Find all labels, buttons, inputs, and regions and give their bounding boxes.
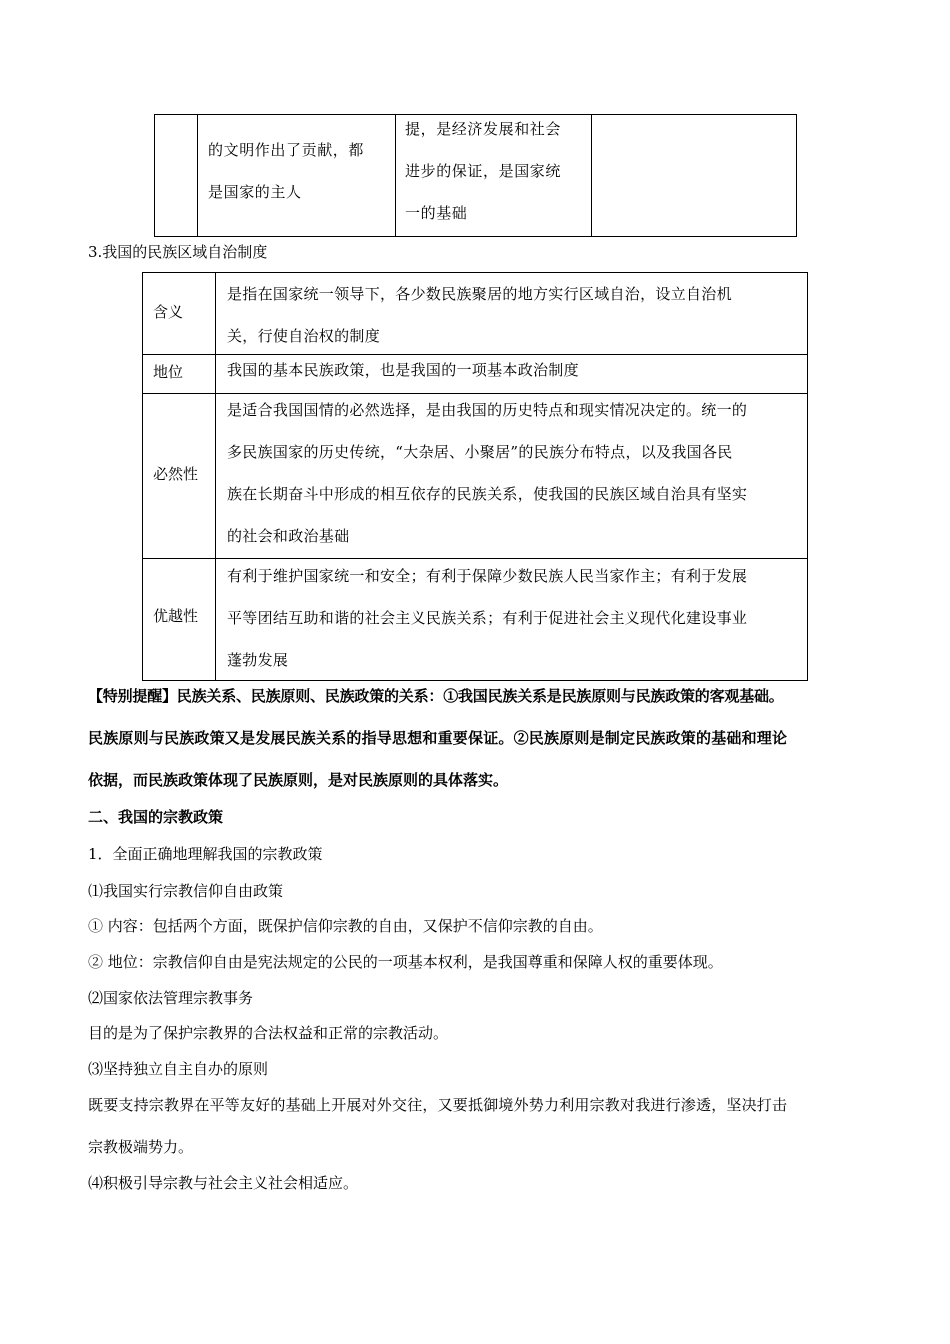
row-content (227, 273, 802, 357)
content-line: 多民族国家的历史传统，“大杂居、小聚居”的民族分布特点，以及我国各民 (227, 443, 733, 461)
continuation-table (154, 114, 797, 237)
row-content (227, 555, 802, 681)
section-title: 3.我国的民族区域自治制度 (88, 243, 268, 261)
reminder-line: 民族原则与民族政策又是发展民族关系的指导思想和重要保证。②民族原则是制定民族政策的基础和理论 (88, 729, 788, 747)
reminder-line: 依据，而民族政策体现了民族原则，是对民族原则的具体落实。 (88, 771, 509, 789)
paragraph: ⑷积极引导宗教与社会主义社会相适应。 (88, 1174, 359, 1192)
paragraph: ⑴我国实行宗教信仰自由政策 (88, 882, 284, 900)
cell-line: 进步的保证，是国家统 (405, 162, 562, 180)
paragraph: 目的是为了保护宗教界的合法权益和正常的宗教活动。 (88, 1024, 449, 1042)
table-divider (591, 115, 592, 236)
paragraph: ⑵国家依法管理宗教事务 (88, 989, 254, 1007)
cell-line: 是国家的主人 (208, 183, 302, 201)
content-line: 族在长期奋斗中形成的相互依存的民族关系，使我国的民族区域自治具有坚实 (227, 485, 748, 503)
content-line: 关，行使自治权的制度 (227, 327, 381, 345)
paragraph: 既要支持宗教界在平等友好的基础上开展对外交往，又要抵御境外势力利用宗教对我进行渗透，坚决打击 (88, 1096, 788, 1114)
content-line: 有利于维护国家统一和安全；有利于保障少数民族人民当家作主；有利于发展 (227, 567, 748, 585)
content-line: 我国的基本民族政策，也是我国的一项基本政治制度 (227, 361, 579, 379)
row-label: 优越性 (153, 607, 199, 625)
paragraph: 宗教极端势力。 (88, 1138, 194, 1156)
content-line: 平等团结互助和谐的社会主义民族关系；有利于促进社会主义现代化建设事业 (227, 609, 748, 627)
reminder-line: 【特别提醒】民族关系、民族原则、民族政策的关系：①我国民族关系是民族原则与民族政策的客观基础。 (88, 687, 784, 705)
autonomy-table (142, 272, 808, 681)
subsection-title: 1．全面正确地理解我国的宗教政策 (88, 845, 323, 863)
content-line: 蓬勃发展 (227, 651, 289, 669)
row-content (227, 349, 802, 391)
cell-line: 一的基础 (405, 204, 468, 222)
paragraph: ⑶坚持独立自主自办的原则 (88, 1060, 269, 1078)
paragraph: ① 内容：包括两个方面，既保护信仰宗教的自由，又保护不信仰宗教的自由。 (88, 917, 603, 935)
content-line: 的社会和政治基础 (227, 527, 350, 545)
table-divider (395, 115, 396, 236)
cell-line: 提，是经济发展和社会 (405, 120, 562, 138)
content-line: 是指在国家统一领导下，各少数民族聚居的地方实行区域自治，设立自治机 (227, 285, 732, 303)
table-divider (215, 273, 216, 680)
section-heading: 二、我国的宗教政策 (88, 808, 224, 826)
content-line: 是适合我国国情的必然选择，是由我国的历史特点和现实情况决定的。统一的 (227, 401, 748, 419)
row-label: 必然性 (153, 465, 199, 483)
row-label: 地位 (153, 363, 184, 381)
paragraph: ② 地位：宗教信仰自由是宪法规定的公民的一项基本权利，是我国尊重和保障人权的重要体现。 (88, 953, 723, 971)
table-cell (405, 108, 561, 234)
row-label: 含义 (153, 303, 184, 321)
cell-line: 的文明作出了贡献，都 (208, 141, 365, 159)
row-content (227, 389, 802, 557)
table-divider (197, 115, 198, 236)
table-cell (208, 129, 364, 213)
